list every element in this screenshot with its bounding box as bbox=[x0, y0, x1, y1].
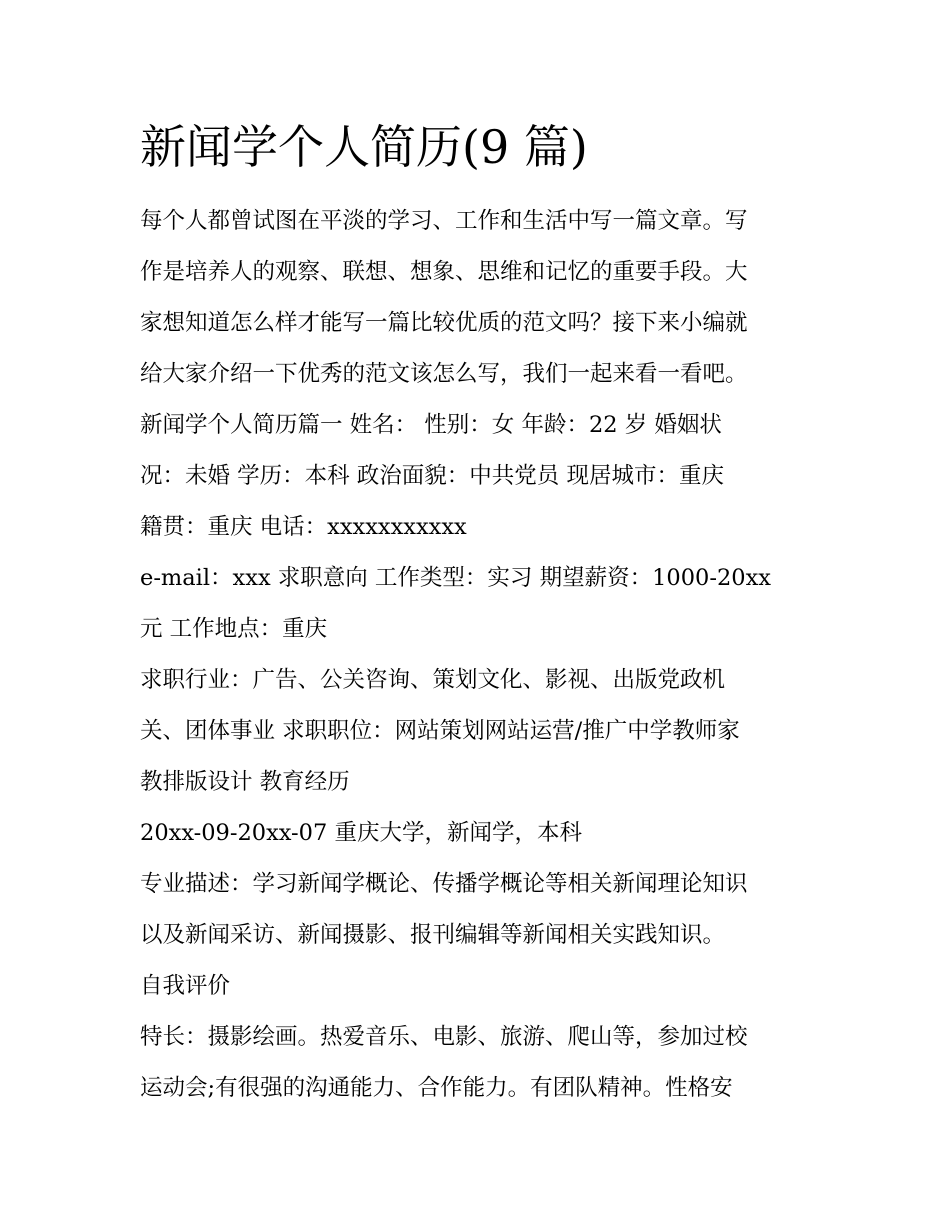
body-line: 况：未婚 学历：本科 政治面貌：中共党员 现居城市：重庆 bbox=[140, 463, 724, 489]
document-body bbox=[140, 196, 820, 1114]
body-line: 求职行业：广告、公关咨询、策划文化、影视、出版党政机 bbox=[140, 667, 726, 693]
body-line: 以及新闻采访、新闻摄影、报刊编辑等新闻相关实践知识。 bbox=[140, 922, 726, 948]
body-line: 元 工作地点：重庆 bbox=[140, 616, 328, 642]
body-line: 自我评价 bbox=[140, 973, 231, 999]
body-line: 运动会;有很强的沟通能力、合作能力。有团队精神。性格安 bbox=[140, 1075, 733, 1101]
body-line: 籍贯：重庆 电话：xxxxxxxxxxx bbox=[140, 514, 467, 540]
body-line: 每个人都曾试图在平淡的学习、工作和生活中写一篇文章。写 bbox=[140, 208, 748, 234]
body-line: 教排版设计 教育经历 bbox=[140, 769, 350, 795]
body-line: 20xx-09-20xx-07 重庆大学，新闻学，本科 bbox=[140, 820, 582, 846]
body-line: 给大家介绍一下优秀的范文该怎么写，我们一起来看一看吧。 bbox=[140, 361, 748, 387]
document-title: 新闻学个人简历(9 篇) bbox=[140, 120, 588, 174]
body-line: e-mail：xxx 求职意向 工作类型：实习 期望薪资：1000-20xx bbox=[140, 565, 771, 591]
body-line: 专业描述：学习新闻学概论、传播学概论等相关新闻理论知识 bbox=[140, 871, 748, 897]
body-line: 作是培养人的观察、联想、想象、思维和记忆的重要手段。大 bbox=[140, 259, 748, 285]
body-line: 特长：摄影绘画。热爱音乐、电影、旅游、爬山等，参加过校 bbox=[140, 1024, 748, 1050]
body-line: 新闻学个人简历篇一 姓名： 性别：女 年龄：22 岁 婚姻状 bbox=[140, 412, 722, 438]
body-line: 关、团体事业 求职职位：网站策划网站运营/推广中学教师家 bbox=[140, 718, 740, 744]
body-line: 家想知道怎么样才能写一篇比较优质的范文吗？接下来小编就 bbox=[140, 310, 748, 336]
